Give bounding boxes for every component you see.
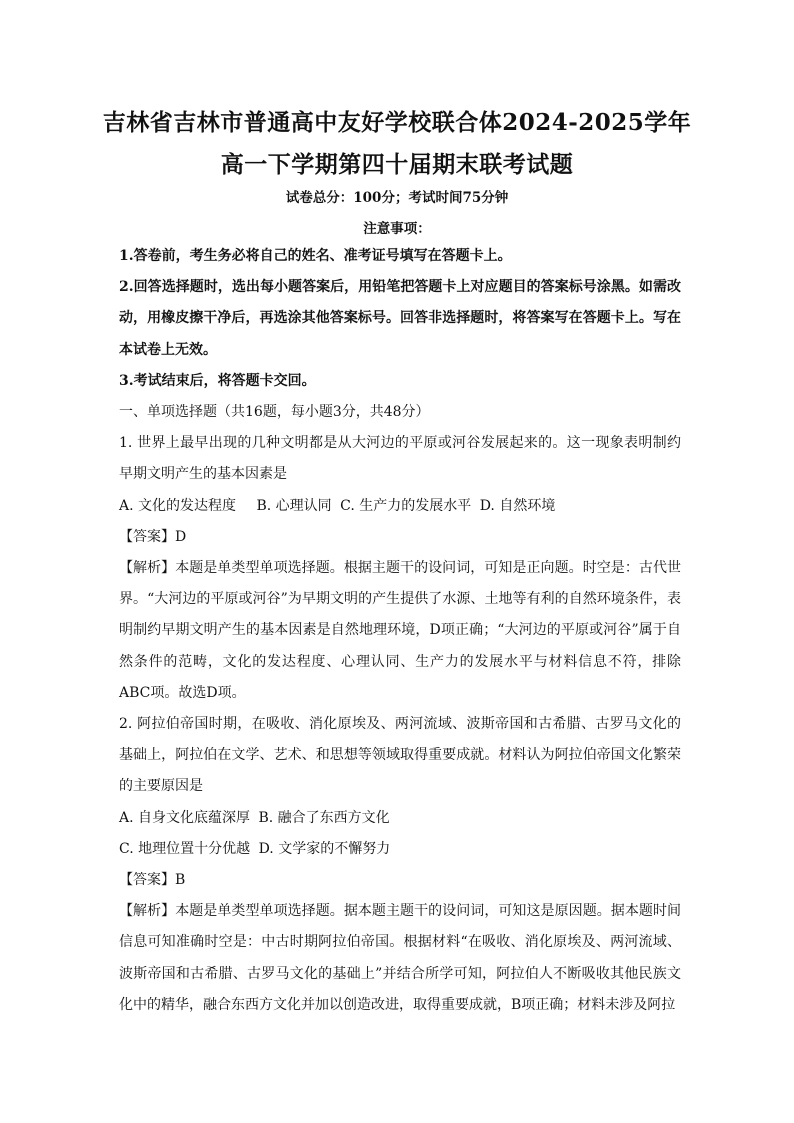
analysis-text: 【解析】本题是单类型单项选择题。据本题主题干的设问词，可知这是原因题。据本题时间信息可知准确时空是：中古时期阿拉伯帝国。根据材料“在吸收、消化原埃及、两河流域、波斯帝国和古希腊、古罗马文化的基础上”并结合所学可知，阿拉伯人不断吸收其他民族文化中的精华，融合东西方文化并加以创造改进，取得重要成就，B项正确；材料未涉及阿拉 <box>119 903 681 1013</box>
exam-body <box>119 241 681 1021</box>
question-stem: 2. 阿拉伯帝国时期，在吸收、消化原埃及、两河流域、波斯帝国和古希腊、古罗马文化的基础上，阿拉伯在文学、艺术、和思想等领域取得重要成就。材料认为阿拉伯帝国文化繁荣的主要原因是 <box>119 716 681 795</box>
option-a: A. 自身文化底蕴深厚 <box>119 809 251 826</box>
option-d: D. 自然环境 <box>479 497 556 514</box>
section-heading: 一、单项选择题（共16题，每小题3分，共48分） <box>119 404 430 421</box>
notice-item: 2.回答选择题时，选出每小题答案后，用铅笔把答题卡上对应题目的答案标号涂黑。如需改动，用橡皮擦干净后，再选涂其他答案标号。回答非选择题时，将答案写在答题卡上。写在本试卷上无效。 <box>119 279 681 358</box>
exam-info: 试卷总分：100分；考试时间75分钟 <box>285 190 509 206</box>
option-b: B. 心理认同 <box>256 497 332 514</box>
question-options <box>119 834 681 865</box>
notice-item: 1.答卷前，考生务必将自己的姓名、准考证号填写在答题卡上。 <box>119 248 512 264</box>
option-d: D. 文学家的不懈努力 <box>258 840 391 857</box>
question-stem: 1. 世界上最早出现的几种文明都是从大河边的平原或河谷发展起来的。这一现象表明制约早期文明产生的基本因素是 <box>119 435 681 483</box>
option-c: C. 地理位置十分优越 <box>119 840 251 857</box>
option-b: B. 融合了东西方文化 <box>258 809 390 826</box>
notice-heading: 注意事项： <box>363 221 431 237</box>
question-options <box>119 491 681 522</box>
option-c: C. 生产力的发展水平 <box>340 497 472 514</box>
answer-line: 【答案】D <box>119 528 187 545</box>
option-a: A. 文化的发达程度 <box>119 497 237 514</box>
exam-title-line2: 高一下学期第四十届期末联考试题 <box>220 151 574 178</box>
answer-line: 【答案】B <box>119 872 186 889</box>
exam-title-line1: 吉林省吉林市普通高中友好学校联合体2024-2025学年 <box>102 109 692 136</box>
notice-item: 3.考试结束后，将答题卡交回。 <box>119 372 316 389</box>
analysis-text: 【解析】本题是单类型单项选择题。根据主题干的设问词，可知是正向题。时空是：古代世界。“大河边的平原或河谷”为早期文明的产生提供了水源、土地等有利的自然环境条件，表明制约早期文明产生的基本因素是自然地理环境，D项正确；“大河边的平原或河谷”属于自然条件的范畴，文化的发达程度、心理认同、生产力的发展水平与材料信息不符，排除ABC项。故选D项。 <box>119 560 681 701</box>
question-options <box>119 803 681 834</box>
